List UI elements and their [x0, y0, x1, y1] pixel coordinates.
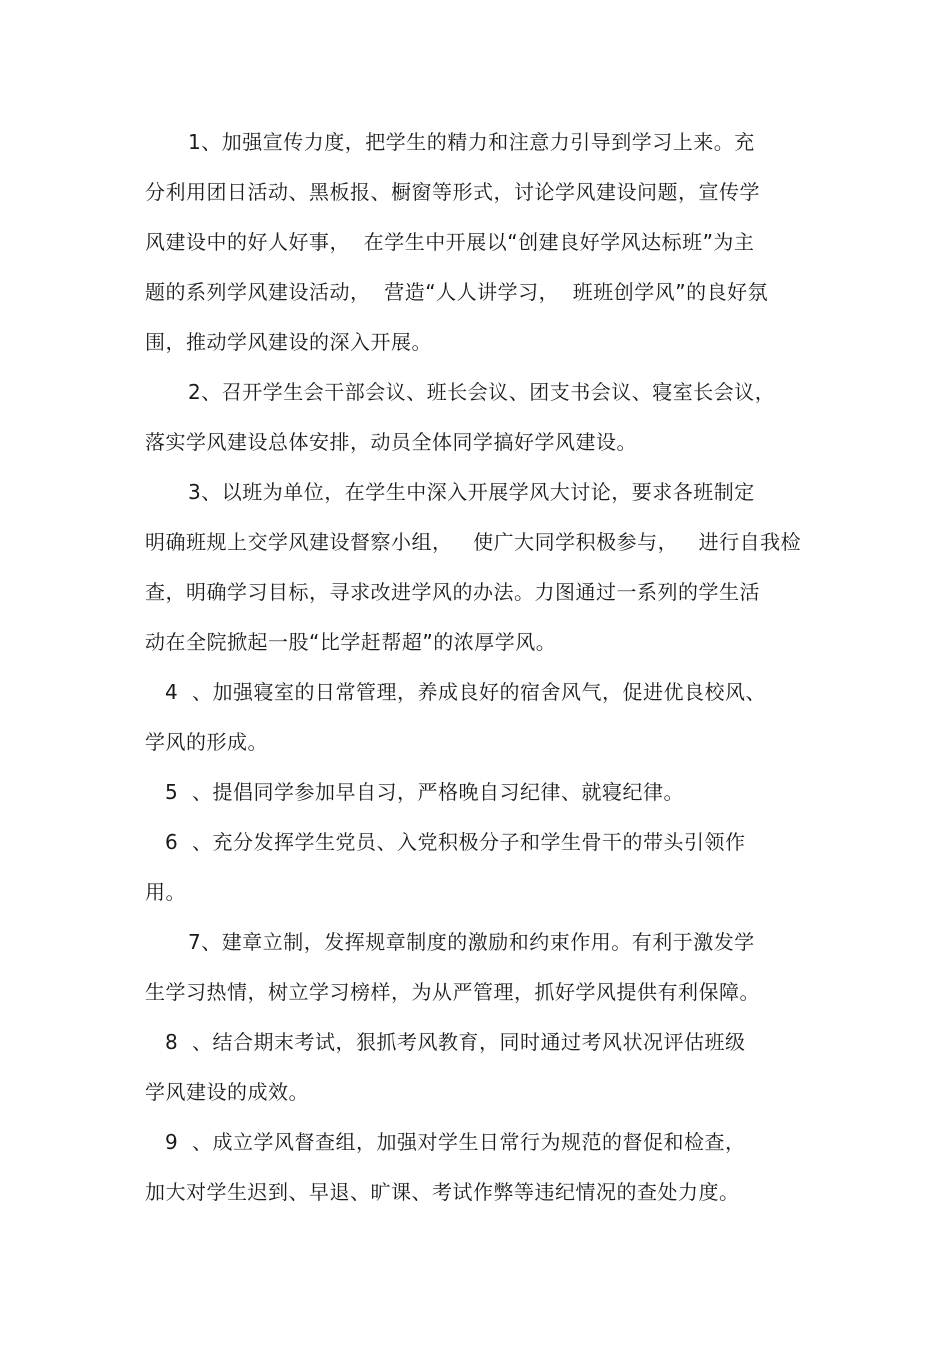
- item-8-line-2: 学风建设的成效。: [145, 1080, 309, 1104]
- item-9-line-2: 加大对学生迟到、早退、旷课、考试作弊等违纪情况的查处力度。: [145, 1180, 740, 1204]
- item-1-line-2: 分利用团日活动、黑板报、橱窗等形式，讨论学风建设问题，宣传学: [145, 180, 760, 204]
- item-3-line-2: 明确班规上交学风建设督察小组， 使广大同学积极参与， 进行自我检: [145, 530, 802, 554]
- item-8-line-1: 8 、结合期末考试，狠抓考风教育，同时通过考风状况评估班级: [165, 1030, 746, 1054]
- item-9-line-1: 9 、成立学风督查组，加强对学生日常行为规范的督促和检查，: [165, 1130, 746, 1154]
- item-2-line-2: 落实学风建设总体安排，动员全体同学搞好学风建设。: [145, 430, 637, 454]
- item-3-line-4: 动在全院掀起一股“比学赶帮超”的浓厚学风。: [145, 630, 557, 654]
- item-1-line-5: 围，推动学风建设的深入开展。: [145, 330, 432, 354]
- item-3-line-1: 3、以班为单位，在学生中深入开展学风大讨论，要求各班制定: [188, 480, 755, 504]
- item-3-line-3: 查，明确学习目标，寻求改进学风的办法。力图通过一系列的学生活: [145, 580, 760, 604]
- item-7-line-1: 7、建章立制，发挥规章制度的激励和约束作用。有利于激发学: [188, 930, 755, 954]
- item-4-line-1: 4 、加强寝室的日常管理，养成良好的宿舍风气，促进优良校风、: [165, 680, 766, 704]
- item-1-line-4: 题的系列学风建设活动， 营造“人人讲学习， 班班创学风”的良好氛: [145, 280, 769, 304]
- item-1-line-1: 1、加强宣传力度，把学生的精力和注意力引导到学习上来。充: [188, 130, 755, 154]
- item-7-line-2: 生学习热情，树立学习榜样，为从严管理，抓好学风提供有利保障。: [145, 980, 760, 1004]
- item-5-line-1: 5 、提倡同学参加早自习，严格晚自习纪律、就寝纪律。: [165, 780, 684, 804]
- item-6-line-1: 6 、充分发挥学生党员、入党积极分子和学生骨干的带头引领作: [165, 830, 746, 854]
- item-4-line-2: 学风的形成。: [145, 730, 268, 754]
- item-2-line-1: 2、召开学生会干部会议、班长会议、团支书会议、寝室长会议，: [188, 380, 776, 404]
- item-6-line-2: 用。: [145, 880, 186, 904]
- item-1-line-3: 风建设中的好人好事， 在学生中开展以“创建良好学风达标班”为主: [145, 230, 755, 254]
